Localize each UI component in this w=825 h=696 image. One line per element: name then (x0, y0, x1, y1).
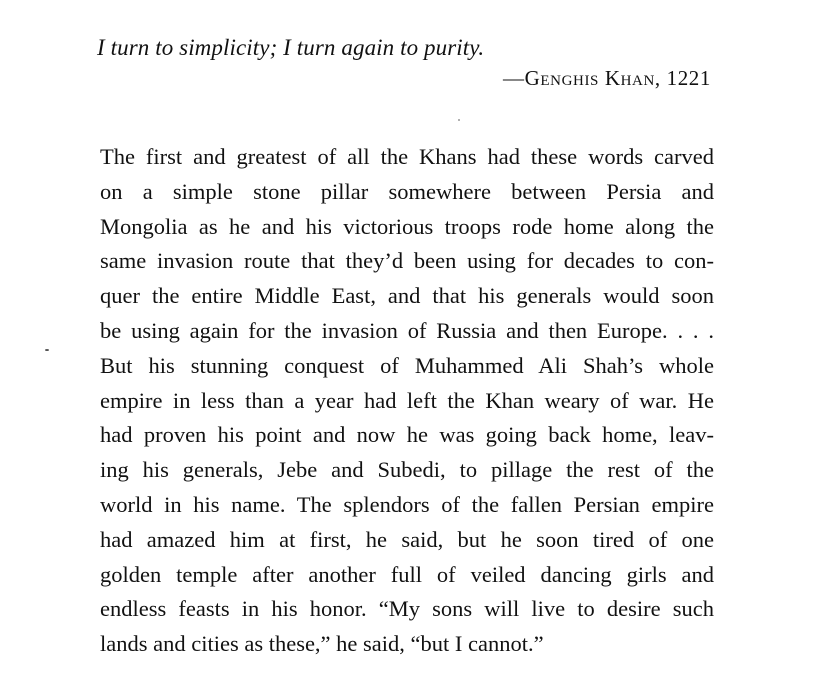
paragraph-line: But his stunning conquest of Muhammed Ali Shah’s whole (100, 352, 714, 378)
paragraph-line: be using again for the invasion of Russia and then Europe. . . . (100, 317, 714, 343)
paragraph-line: had amazed him at first, he said, but he soon tired of one (100, 526, 714, 552)
paragraph-line: endless feasts in his honor. “My sons will live to desire such (100, 596, 714, 622)
paragraph-last-line: lands and cities as these,” he said, “but I cannot.” (100, 631, 544, 657)
scan-speck (458, 119, 460, 121)
paragraph-line: Mongolia as he and his victorious troops rode home along the (100, 213, 714, 239)
epigraph-quote: I turn to simplicity; I turn again to purity. (97, 35, 485, 60)
paragraph-line: world in his name. The splendors of the fallen Persian empire (100, 491, 714, 517)
scan-speck (45, 349, 49, 351)
paragraph-line: empire in less than a year had left the Khan weary of war. He (100, 387, 714, 413)
paragraph-line: golden temple after another full of veiled dancing girls and (100, 561, 714, 587)
paragraph-line: quer the entire Middle East, and that his generals would soon (100, 283, 714, 309)
paragraph-line: same invasion route that they’d been using for decades to con- (100, 248, 714, 274)
body-paragraph (100, 140, 714, 662)
paragraph-line: The first and greatest of all the Khans had these words carved (100, 144, 714, 169)
epigraph (97, 33, 717, 93)
paragraph-line: had proven his point and now he was going back home, leav- (100, 422, 714, 448)
paragraph-line: on a simple stone pillar somewhere between Persia and (100, 178, 714, 204)
paragraph-line: ing his generals, Jebe and Subedi, to pillage the rest of the (100, 457, 714, 483)
epigraph-attribution: —Genghis Khan, 1221 (503, 66, 711, 90)
